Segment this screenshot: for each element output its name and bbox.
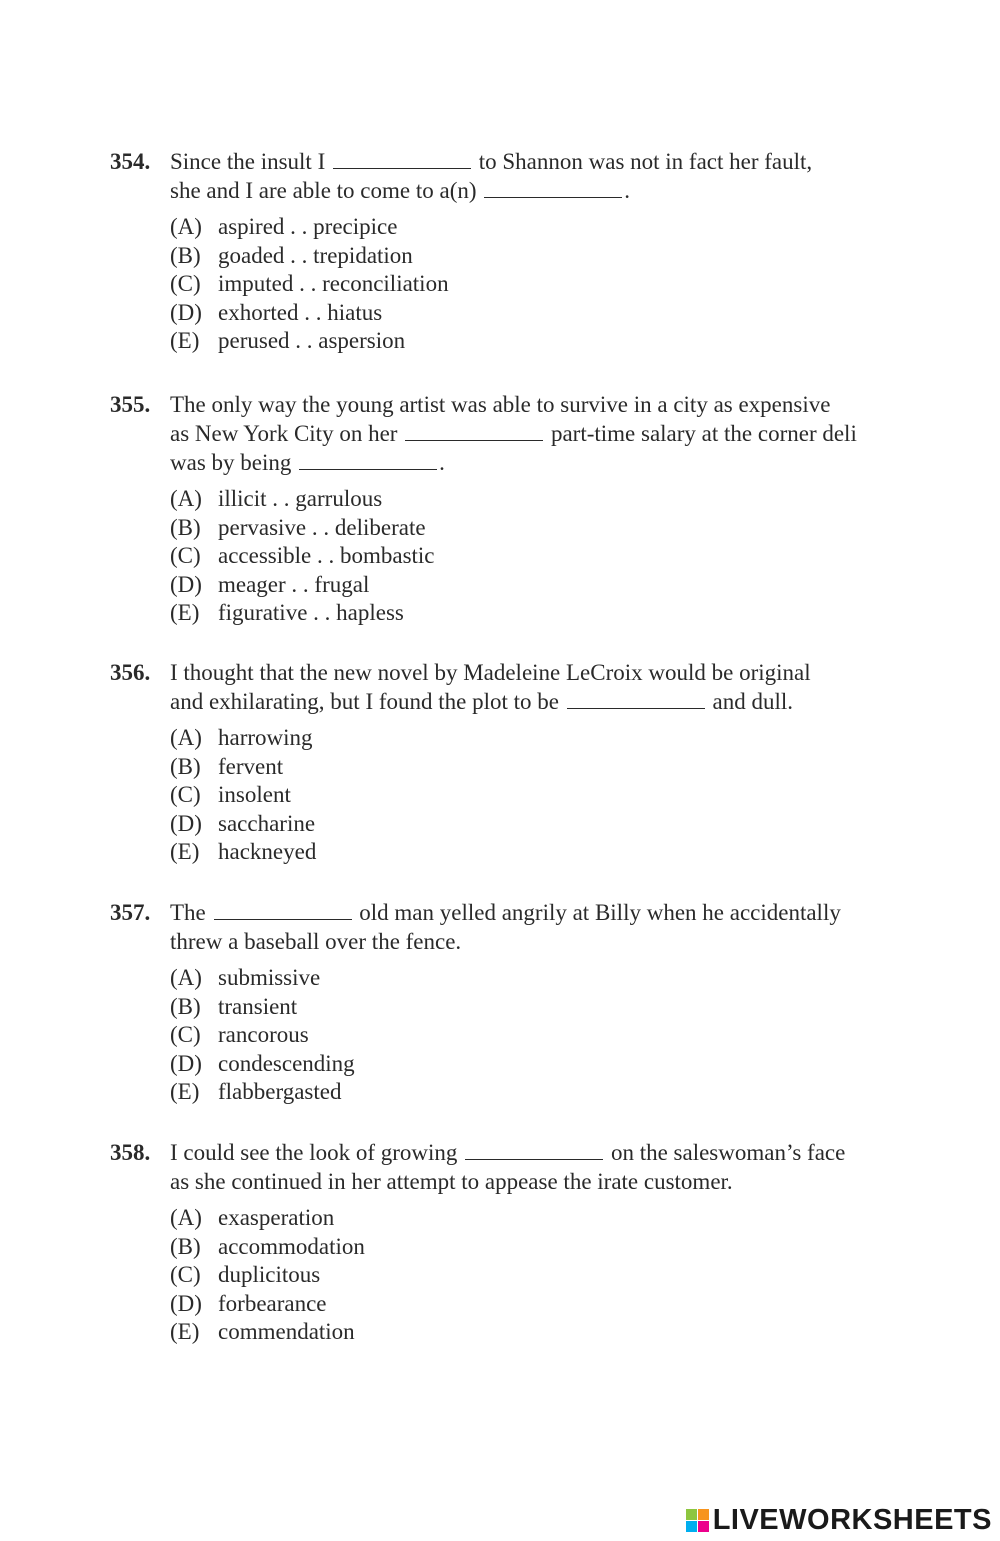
stem-text: to Shannon was not in fact her fault, — [472, 149, 813, 174]
answer-choice[interactable] — [170, 1261, 910, 1290]
stem-text: on the saleswoman’s face — [605, 1140, 846, 1165]
choice-letter: (E) — [170, 839, 200, 864]
answer-choices — [110, 213, 910, 356]
answer-choice[interactable] — [170, 964, 910, 993]
choice-text: exasperation — [218, 1205, 335, 1230]
answer-blank — [465, 1139, 603, 1160]
choice-letter: (B) — [170, 993, 201, 1019]
stem-text: old man yelled angrily at Billy when he accidentally — [353, 900, 841, 925]
choice-letter: (B) — [170, 514, 201, 540]
choice-text: figurative . . hapless — [218, 600, 404, 625]
choice-letter: (B) — [170, 753, 201, 779]
question-stem — [110, 147, 910, 205]
answer-choice[interactable] — [170, 781, 910, 810]
choice-text: rancorous — [218, 1022, 309, 1047]
choice-text: accessible . . bombastic — [218, 543, 435, 568]
logo-square — [686, 1521, 697, 1532]
choice-text: accommodation — [218, 1233, 365, 1259]
choice-letter: (E) — [170, 600, 200, 625]
answer-blank — [333, 148, 471, 169]
answer-choices — [110, 1204, 910, 1347]
stem-text: as she continued in her attempt to appease the irate customer. — [170, 1169, 733, 1194]
stem-text: part-time salary at the corner deli — [545, 421, 857, 446]
logo-square — [698, 1521, 709, 1532]
question-5 — [110, 1138, 910, 1347]
choice-letter: (C) — [170, 1262, 201, 1287]
choice-text: pervasive . . deliberate — [218, 514, 426, 540]
choice-letter: (C) — [170, 271, 201, 296]
choice-letter: (A) — [170, 214, 202, 239]
answer-choice[interactable] — [170, 753, 910, 782]
choice-letter: (A) — [170, 1205, 202, 1230]
stem-text: . — [624, 178, 631, 203]
answer-choice[interactable] — [170, 242, 910, 271]
choice-text: condescending — [218, 1050, 355, 1076]
logo-square — [686, 1509, 697, 1520]
answer-choice[interactable] — [170, 599, 910, 628]
stem-text: as New York City on her — [170, 421, 404, 446]
answer-blank — [484, 177, 622, 198]
choice-letter: (D) — [170, 1290, 202, 1316]
answer-choice[interactable] — [170, 724, 910, 753]
stem-text: I thought that the new novel by Madeleine LeCroix would be original — [170, 660, 811, 685]
choice-text: illicit . . garrulous — [218, 486, 383, 511]
question-stem — [110, 658, 910, 716]
question-number: 355. — [110, 392, 151, 417]
answer-choices — [110, 724, 910, 867]
choice-letter: (C) — [170, 782, 201, 807]
answer-choice[interactable] — [170, 993, 910, 1022]
question-stem — [110, 390, 910, 477]
answer-blank — [214, 899, 352, 920]
choice-text: fervent — [218, 753, 284, 779]
answer-blank — [405, 420, 543, 441]
choice-letter: (D) — [170, 810, 202, 836]
choice-text: aspired . . precipice — [218, 214, 398, 239]
question-3 — [110, 658, 910, 867]
stem-text: I could see the look of growing — [170, 1140, 464, 1165]
watermark-text: LIVEWORKSHEETS — [712, 1504, 992, 1536]
liveworksheets-logo-icon — [686, 1509, 709, 1532]
answer-choice[interactable] — [170, 1233, 910, 1262]
answer-choice[interactable] — [170, 542, 910, 571]
question-stem — [110, 1138, 910, 1196]
choice-letter: (D) — [170, 299, 202, 325]
answer-choice[interactable] — [170, 299, 910, 328]
stem-text: and exhilarating, but I found the plot to be — [170, 689, 565, 714]
answer-choice[interactable] — [170, 1318, 910, 1347]
choice-text: duplicitous — [218, 1262, 321, 1287]
answer-choice[interactable] — [170, 810, 910, 839]
choice-text: hackneyed — [218, 839, 317, 864]
choice-letter: (B) — [170, 242, 201, 268]
question-number: 358. — [110, 1140, 151, 1165]
answer-choice[interactable] — [170, 1050, 910, 1079]
question-2 — [110, 390, 910, 628]
answer-blank — [299, 449, 437, 470]
answer-choice[interactable] — [170, 485, 910, 514]
choice-text: commendation — [218, 1319, 355, 1344]
choice-text: insolent — [218, 782, 291, 807]
question-1 — [110, 147, 910, 356]
question-number: 356. — [110, 660, 151, 685]
choice-letter: (A) — [170, 725, 202, 750]
choice-letter: (B) — [170, 1233, 201, 1259]
answer-choices — [110, 964, 910, 1107]
liveworksheets-watermark — [686, 1504, 992, 1537]
answer-choice[interactable] — [170, 1290, 910, 1319]
answer-choice[interactable] — [170, 571, 910, 600]
answer-choice[interactable] — [170, 270, 910, 299]
choice-text: saccharine — [218, 810, 316, 836]
answer-choice[interactable] — [170, 514, 910, 543]
choice-text: exhorted . . hiatus — [218, 299, 383, 325]
question-stem — [110, 898, 910, 956]
choice-letter: (E) — [170, 1319, 200, 1344]
choice-letter: (A) — [170, 965, 202, 990]
choice-text: submissive — [218, 965, 321, 990]
choice-letter: (C) — [170, 1022, 201, 1047]
answer-choice[interactable] — [170, 1078, 910, 1107]
stem-text: threw a baseball over the fence. — [170, 929, 462, 954]
choice-text: goaded . . trepidation — [218, 242, 413, 268]
question-number: 357. — [110, 900, 151, 925]
answer-blank — [567, 688, 705, 709]
choice-text: transient — [218, 993, 298, 1019]
choice-letter: (E) — [170, 328, 200, 353]
choice-text: perused . . aspersion — [218, 328, 406, 353]
stem-text: Since the insult I — [170, 149, 331, 174]
stem-text: The only way the young artist was able to survive in a city as expensive — [170, 392, 831, 417]
choice-letter: (C) — [170, 543, 201, 568]
choice-letter: (D) — [170, 571, 202, 597]
answer-choices — [110, 485, 910, 628]
stem-text: . — [439, 450, 445, 475]
choice-text: forbearance — [218, 1290, 327, 1316]
stem-text: she and I are able to come to a(n) — [170, 178, 483, 203]
choice-text: flabbergasted — [218, 1079, 342, 1104]
answer-choice[interactable] — [170, 213, 910, 242]
choice-letter: (D) — [170, 1050, 202, 1076]
choice-text: imputed . . reconciliation — [218, 271, 449, 296]
question-number: 354. — [110, 149, 151, 174]
choice-letter: (E) — [170, 1079, 200, 1104]
logo-square — [698, 1509, 709, 1520]
answer-choice[interactable] — [170, 1204, 910, 1233]
answer-choice[interactable] — [170, 327, 910, 356]
stem-text: was by being — [170, 450, 298, 475]
choice-text: harrowing — [218, 725, 313, 750]
choice-letter: (A) — [170, 486, 202, 511]
stem-text: The — [170, 900, 212, 925]
answer-choice[interactable] — [170, 838, 910, 867]
choice-text: meager . . frugal — [218, 571, 370, 597]
answer-choice[interactable] — [170, 1021, 910, 1050]
question-4 — [110, 898, 910, 1107]
stem-text: and dull. — [706, 689, 793, 714]
